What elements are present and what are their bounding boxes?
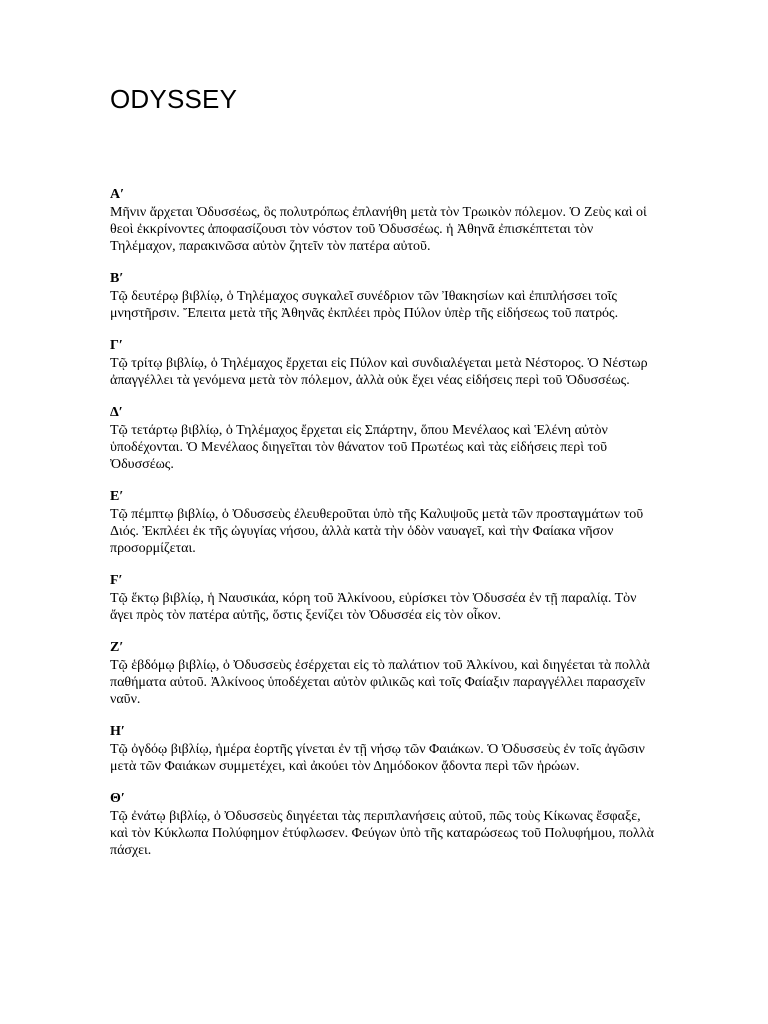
section-paragraph: Τῷ δευτέρῳ βιβλίῳ, ὁ Τηλέμαχος συγκαλεῖ συνέδριον τῶν Ἰθακησίων καὶ ἐπιπλήσσει τοῖς μνηστῆρσιν. Ἔπειτα μετὰ τῆς Ἀθηνᾶς ἐκπλέει πρὸς Πύλον ὑπὲρ τῆς εἰδήσεως τοῦ πατρός. xyxy=(110,289,619,321)
section-1 xyxy=(110,186,655,255)
section-heading: Ε′ xyxy=(110,489,124,504)
section-8 xyxy=(110,723,655,775)
section-paragraph: Τῷ τρίτῳ βιβλίῳ, ὁ Τηλέμαχος ἔρχεται εἰς Πύλον καὶ συνδιαλέγεται μετὰ Νέστορος. Ὁ Νέστωρ ἀπαγγέλλει τὰ γενόμενα μετὰ τὸν πόλεμον, ἀλλὰ οὐκ ἔχει νέας εἰδήσεις περὶ τοῦ Ὀδυσσέως. xyxy=(110,356,648,388)
document-title: ODYSSEY xyxy=(110,84,238,114)
section-paragraph: Τῷ τετάρτῳ βιβλίῳ, ὁ Τηλέμαχος ἔρχεται εἰς Σπάρτην, ὅπου Μενέλαος καὶ Ἑλένη αὐτὸν ὑποδέχονται. Ὁ Μενέλαος διηγεῖται τὸν θάνατον τοῦ Πρωτέως καὶ τὰς εἰδήσεις περὶ τοῦ Ὀδυσσέως. xyxy=(110,423,608,472)
document-sections xyxy=(110,186,655,874)
section-heading: Ϝ′ xyxy=(110,573,123,588)
section-heading: Ζ′ xyxy=(110,640,124,655)
section-4 xyxy=(110,404,655,473)
section-9 xyxy=(110,790,655,859)
section-6 xyxy=(110,572,655,624)
section-heading: Δ′ xyxy=(110,405,123,420)
section-2 xyxy=(110,270,655,322)
section-paragraph: Τῷ ἑβδόμῳ βιβλίῳ, ὁ Ὀδυσσεὺς ἐσέρχεται εἰς τὸ παλάτιον τοῦ Ἀλκίνου, καὶ διηγέεται τὰ πολλὰ παθήματα αὐτοῦ. Ἀλκίνοος ὑποδέχεται αὐτὸν φιλικῶς καὶ τοῖς Φαίαξιν παραγγέλλει παρασχεῖν ναῦν. xyxy=(110,658,650,707)
section-heading: Γ′ xyxy=(110,338,123,353)
section-paragraph: Τῷ ἐνάτῳ βιβλίῳ, ὁ Ὀδυσσεὺς διηγέεται τὰς περιπλανήσεις αὐτοῦ, πῶς τοὺς Κίκωνας ἔσφαξε, καὶ τὸν Κύκλωπα Πολύφημον ἐτύφλωσεν. Φεύγων ὑπὸ τῆς καταρώσεως τοῦ Πολυφήμου, πολλὰ πάσχει. xyxy=(110,809,654,858)
section-heading: Α′ xyxy=(110,187,125,202)
section-heading: Η′ xyxy=(110,724,125,739)
section-paragraph: Τῷ ἕκτῳ βιβλίῳ, ἡ Ναυσικάα, κόρη τοῦ Ἀλκίνοου, εὑρίσκει τὸν Ὀδυσσέα ἐν τῇ παραλίᾳ. Τὸν ἄγει πρὸς τὸν πατέρα αὐτῆς, ὅστις ξενίζει τὸν Ὀδυσσέα εἰς τὸν οἶκον. xyxy=(110,591,637,623)
section-paragraph: Μῆνιν ἄρχεται Ὀδυσσέως, ὃς πολυτρόπως ἐπλανήθη μετὰ τὸν Τρωικὸν πόλεμον. Ὁ Ζεὺς καὶ οἱ θεοὶ ἐκκρίνοντες ἀποφασίζουσι τὸν νόστον τοῦ Ὀδυσσέως. ἡ Ἀθηνᾶ ἐπισκέπτεται τὸν Τηλέμαχον, παρακινῶσα αὐτὸν ζητεῖν τὸν πατέρα αὐτοῦ. xyxy=(110,205,647,254)
section-paragraph: Τῷ πέμπτῳ βιβλίῳ, ὁ Ὀδυσσεὺς ἐλευθεροῦται ὑπὸ τῆς Καλυψοῦς μετὰ τῶν προσταγμάτων τοῦ Διός. Ἐκπλέει ἐκ τῆς ὠγυγίας νήσου, ἀλλὰ κατὰ τὴν ὁδὸν ναυαγεῖ, καὶ τὴν Φαίακα νῆσον προσορμίζεται. xyxy=(110,507,644,556)
section-7 xyxy=(110,639,655,708)
section-paragraph: Τῷ ὀγδόῳ βιβλίῳ, ἡμέρα ἑορτῆς γίνεται ἐν τῇ νήσῳ τῶν Φαιάκων. Ὁ Ὀδυσσεὺς ἐν τοῖς ἀγῶσιν μετὰ τῶν Φαιάκων συμμετέχει, καὶ ἀκούει τὸν Δημόδοκον ᾄδοντα περὶ τῶν ἡρώων. xyxy=(110,742,645,774)
section-3 xyxy=(110,337,655,389)
section-heading: Β′ xyxy=(110,271,124,286)
section-heading: Θ′ xyxy=(110,791,125,806)
section-5 xyxy=(110,488,655,557)
